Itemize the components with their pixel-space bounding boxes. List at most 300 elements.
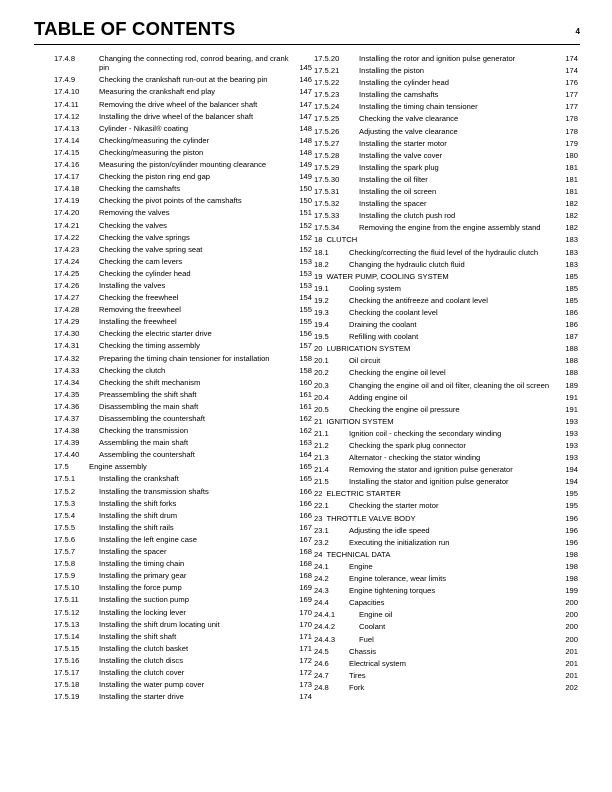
toc-entry[interactable] (54, 450, 312, 459)
toc-entry-title: Installing the valve cover (359, 150, 443, 160)
toc-entry-page: 185 (565, 271, 578, 281)
toc-entry[interactable] (314, 127, 578, 136)
toc-entry-number: 17.5.5 (54, 522, 76, 532)
toc-entry[interactable] (54, 668, 312, 677)
toc-entry-number: 17.4.17 (54, 172, 80, 182)
toc-entry-number: 17.5.14 (54, 631, 80, 641)
toc-entry-title: Checking the cam levers (99, 256, 183, 266)
toc-entry[interactable] (314, 272, 578, 281)
toc-entry[interactable] (54, 656, 312, 665)
toc-entry-title: Installing the cylinder head (359, 78, 449, 88)
toc-entry-title: Checking the cylinder head (99, 268, 191, 278)
toc-entry[interactable] (314, 489, 578, 498)
toc-entry-page: 169 (299, 595, 312, 605)
toc-entry[interactable] (54, 196, 312, 205)
toc-entry[interactable] (314, 526, 578, 535)
toc-entry-page: 179 (565, 138, 578, 148)
toc-entry-title: Preparing the timing chain tensioner for installation (99, 353, 270, 363)
toc-entry[interactable] (54, 54, 312, 73)
toc-entry[interactable] (54, 523, 312, 532)
toc-column-left (54, 54, 312, 704)
toc-entry-title: TECHNICAL DATA (326, 549, 391, 559)
toc-entry-page: 150 (299, 196, 312, 206)
toc-entry-page: 199 (565, 586, 578, 596)
toc-entry-page: 174 (565, 54, 578, 63)
toc-entry[interactable] (314, 248, 578, 257)
toc-entry-number: 19.3 (314, 307, 329, 317)
toc-entry[interactable] (54, 559, 312, 568)
toc-entry-title: Removing the drive wheel of the balancer shaft (99, 99, 258, 109)
toc-entry-title: Installing the spark plug (359, 162, 439, 172)
toc-entry[interactable] (54, 269, 312, 278)
toc-entry-title: IGNITION SYSTEM (326, 416, 394, 426)
toc-entry-title: Installing the clutch push rod (359, 211, 456, 221)
toc-entry-page: 193 (565, 428, 578, 438)
toc-entry-page: 170 (299, 619, 312, 629)
toc-entry-page: 182 (565, 199, 578, 209)
toc-entry[interactable] (314, 610, 578, 619)
toc-entry[interactable] (54, 124, 312, 133)
toc-entry-number: 20.1 (314, 356, 329, 366)
toc-entry-title: Tires (349, 670, 366, 680)
toc-entry-page: 181 (565, 187, 578, 197)
toc-entry[interactable] (314, 647, 578, 656)
toc-entry-page: 193 (565, 441, 578, 450)
toc-entry-page: 148 (299, 135, 312, 145)
toc-entry[interactable] (54, 354, 312, 363)
toc-entry-number: 17.5 (54, 462, 69, 472)
toc-entry-page: 155 (299, 305, 312, 315)
toc-entry-number: 19.1 (314, 283, 329, 293)
toc-entry[interactable] (314, 187, 578, 196)
toc-entry-number: 17.5.32 (314, 199, 340, 209)
toc-entry-page: 189 (565, 380, 578, 390)
toc-entry[interactable] (314, 622, 578, 631)
toc-entry-title: Engine tightening torques (349, 586, 436, 596)
toc-entry[interactable] (314, 417, 578, 426)
toc-column-right (314, 54, 578, 695)
toc-entry-title: Installing the water pump cover (99, 680, 205, 690)
toc-entry-number: 20.3 (314, 380, 329, 390)
toc-entry-title: Checking the electric starter drive (99, 329, 212, 339)
toc-entry-number: 17.4.40 (54, 450, 80, 460)
toc-entry-title: Adjusting the valve clearance (359, 126, 458, 136)
toc-entry[interactable] (314, 139, 578, 148)
toc-entry-title: Installing the freewheel (99, 317, 177, 327)
toc-entry[interactable] (314, 453, 578, 462)
toc-entry-title: Engine (349, 561, 373, 571)
toc-entry-title: Removing the valves (99, 208, 170, 218)
toc-entry-number: 17.4.10 (54, 87, 80, 97)
toc-entry-page: 201 (565, 670, 578, 680)
toc-entry-number: 20 (314, 344, 323, 354)
toc-entry[interactable] (314, 199, 578, 208)
toc-entry-number: 17.5.21 (314, 66, 340, 76)
toc-entry-title: Checking the valves (99, 220, 167, 230)
toc-entry-number: 17.4.9 (54, 75, 76, 85)
toc-entry-title: Installing the transmission shafts (99, 486, 209, 496)
toc-entry-page: 148 (299, 123, 312, 133)
toc-entry-number: 23.1 (314, 525, 329, 535)
toc-entry[interactable] (314, 308, 578, 317)
toc-entry-page: 154 (299, 293, 312, 303)
toc-entry[interactable] (314, 501, 578, 510)
toc-entry[interactable] (314, 574, 578, 583)
toc-entry[interactable] (54, 100, 312, 109)
toc-entry-number: 17.5.34 (314, 223, 340, 233)
toc-entry-page: 181 (565, 162, 578, 172)
toc-entry-title: Assembling the countershaft (99, 450, 195, 460)
toc-entry[interactable] (54, 535, 312, 544)
toc-entry-number: 17.5.22 (314, 78, 340, 88)
toc-entry-title: Ignition coil - checking the secondary winding (349, 428, 502, 438)
toc-entry-title: Installing the clutch cover (99, 667, 185, 677)
toc-entry-title: Measuring the piston/cylinder mounting clearance (99, 160, 267, 170)
toc-entry-title: Installing the shift drum (99, 510, 178, 520)
toc-entry[interactable] (314, 477, 578, 486)
toc-entry-title: Installing the clutch discs (99, 655, 183, 665)
toc-entry[interactable] (54, 583, 312, 592)
toc-entry[interactable] (54, 184, 312, 193)
toc-entry[interactable] (54, 474, 312, 483)
toc-entry[interactable] (54, 257, 312, 266)
toc-entry-title: Installing the primary gear (99, 571, 187, 581)
toc-entry[interactable] (54, 208, 312, 217)
toc-entry-page: 168 (299, 559, 312, 569)
toc-entry-page: 187 (565, 332, 578, 342)
toc-entry[interactable] (314, 393, 578, 402)
toc-entry[interactable] (54, 341, 312, 350)
toc-entry[interactable] (54, 692, 312, 701)
toc-entry-number: 24.5 (314, 646, 329, 656)
toc-entry-title: Cylinder - Nikasil® coating (99, 123, 189, 133)
toc-entry-page: 157 (299, 341, 312, 351)
toc-entry-number: 17.5.1 (54, 474, 76, 484)
toc-entry[interactable] (54, 366, 312, 375)
toc-entry[interactable] (314, 211, 578, 220)
toc-entry[interactable] (54, 293, 312, 302)
toc-entry[interactable] (54, 112, 312, 121)
toc-entry-number: 24 (314, 549, 323, 559)
toc-entry[interactable] (54, 547, 312, 556)
toc-entry[interactable] (54, 402, 312, 411)
toc-entry[interactable] (54, 221, 312, 230)
toc-entry[interactable] (314, 163, 578, 172)
toc-entry-page: 188 (565, 368, 578, 378)
toc-entry-page: 200 (565, 634, 578, 644)
toc-entry-number: 24.3 (314, 586, 329, 596)
toc-entry-page: 166 (299, 486, 312, 496)
toc-entry[interactable] (54, 233, 312, 242)
toc-entry[interactable] (314, 671, 578, 680)
toc-entry-title: Changing the connecting rod, conrod bearing, and crank pin (99, 54, 289, 73)
toc-entry-page: 196 (565, 525, 578, 535)
toc-entry-page: 149 (299, 172, 312, 182)
toc-entry[interactable] (314, 296, 578, 305)
toc-entry[interactable] (314, 550, 578, 559)
toc-entry-title: Electrical system (349, 658, 406, 668)
toc-entry[interactable] (314, 368, 578, 377)
toc-entry-title: Refilling with coolant (349, 332, 419, 342)
toc-entry-page: 198 (565, 549, 578, 559)
toc-entry-number: 17.5.10 (54, 583, 80, 593)
toc-entry[interactable] (54, 87, 312, 96)
toc-entry[interactable] (54, 426, 312, 435)
toc-entry[interactable] (314, 66, 578, 75)
toc-entry[interactable] (314, 562, 578, 571)
toc-entry-title: Chassis (349, 646, 377, 656)
toc-entry-title: Removing the stator and ignition pulse generator (349, 465, 513, 475)
toc-entry[interactable] (314, 586, 578, 595)
toc-entry-title: Installing the starter drive (99, 692, 184, 702)
toc-entry-number: 21.1 (314, 428, 329, 438)
toc-entry-title: CLUTCH (326, 235, 358, 245)
toc-entry[interactable] (54, 499, 312, 508)
toc-entry[interactable] (54, 511, 312, 520)
toc-entry-page: 170 (299, 607, 312, 617)
toc-entry-number: 17.5.29 (314, 162, 340, 172)
toc-entry[interactable] (314, 683, 578, 692)
toc-entry[interactable] (54, 487, 312, 496)
toc-entry-number: 17.5.31 (314, 187, 340, 197)
page-number: 4 (575, 27, 580, 36)
toc-entry-number: 17.5.27 (314, 138, 340, 148)
toc-entry-number: 17.5.13 (54, 619, 80, 629)
toc-entry[interactable] (54, 172, 312, 181)
toc-entry-number: 21.2 (314, 441, 329, 450)
toc-entry-page: 191 (565, 392, 578, 402)
toc-entry-page: 163 (299, 438, 312, 448)
toc-entry-title: Preassembling the shift shaft (99, 389, 197, 399)
toc-entry-title: Engine tolerance, wear limits (349, 574, 447, 584)
toc-entry[interactable] (314, 514, 578, 523)
toc-entry[interactable] (54, 317, 312, 326)
toc-entry-number: 17.4.28 (54, 305, 80, 315)
toc-entry-page: 177 (565, 102, 578, 112)
toc-entry-number: 23.2 (314, 537, 329, 547)
toc-entry[interactable] (314, 635, 578, 644)
toc-entry[interactable] (54, 136, 312, 145)
toc-entry-title: Checking the timing assembly (99, 341, 200, 351)
toc-entry-page: 164 (299, 450, 312, 460)
toc-entry-number: 17.4.16 (54, 160, 80, 170)
toc-entry[interactable] (54, 329, 312, 338)
toc-entry-page: 185 (565, 295, 578, 305)
toc-entry-number: 17.5.15 (54, 643, 80, 653)
toc-entry[interactable] (314, 405, 578, 414)
toc-entry-number: 17.4.30 (54, 329, 80, 339)
toc-entry[interactable] (54, 378, 312, 387)
toc-entry-number: 17.4.37 (54, 414, 80, 424)
toc-entry-number: 17.5.7 (54, 547, 76, 557)
toc-entry[interactable] (314, 284, 578, 293)
toc-entry[interactable] (314, 344, 578, 353)
toc-entry-page: 167 (299, 522, 312, 532)
toc-entry-title: Removing the freewheel (99, 305, 181, 315)
toc-entry[interactable] (314, 151, 578, 160)
toc-entry-title: Engine oil (359, 610, 393, 620)
toc-entry-number: 20.4 (314, 392, 329, 402)
toc-entry-title: Installing the shift shaft (99, 631, 177, 641)
toc-entry-title: Installing the rotor and ignition pulse generator (359, 54, 516, 63)
toc-entry[interactable] (314, 381, 578, 390)
toc-entry[interactable] (314, 102, 578, 111)
toc-entry-page: 191 (565, 404, 578, 414)
toc-entry[interactable] (314, 659, 578, 668)
toc-entry[interactable] (314, 54, 578, 63)
toc-entry-page: 155 (299, 317, 312, 327)
toc-entry-number: 17.4.35 (54, 389, 80, 399)
toc-entry[interactable] (54, 462, 312, 471)
toc-entry[interactable] (314, 223, 578, 232)
toc-entry-page: 153 (299, 268, 312, 278)
toc-entry[interactable] (54, 390, 312, 399)
toc-entry-page: 158 (299, 353, 312, 363)
toc-entry-number: 17.5.33 (314, 211, 340, 221)
toc-entry-number: 17.5.9 (54, 571, 76, 581)
toc-entry-page: 182 (565, 211, 578, 221)
toc-entry[interactable] (54, 148, 312, 157)
toc-entry[interactable] (314, 598, 578, 607)
toc-entry[interactable] (54, 644, 312, 653)
toc-entry-number: 17.4.33 (54, 365, 80, 375)
toc-entry-number: 17.5.18 (54, 680, 80, 690)
toc-entry[interactable] (314, 320, 578, 329)
toc-entry-page: 200 (565, 610, 578, 620)
toc-entry[interactable] (54, 75, 312, 84)
toc-entry[interactable] (314, 235, 578, 244)
toc-entry-title: THROTTLE VALVE BODY (326, 513, 416, 523)
toc-entry-number: 17.5.24 (314, 102, 340, 112)
toc-entry[interactable] (314, 260, 578, 269)
toc-entry-page: 162 (299, 426, 312, 436)
toc-entry-page: 156 (299, 329, 312, 339)
toc-entry-page: 200 (565, 598, 578, 608)
toc-entry-title: Checking/measuring the piston (99, 147, 204, 157)
toc-entry[interactable] (314, 429, 578, 438)
toc-entry-number: 24.8 (314, 682, 329, 692)
toc-entry[interactable] (314, 465, 578, 474)
toc-entry[interactable] (54, 595, 312, 604)
toc-entry-number: 17.4.22 (54, 232, 80, 242)
toc-entry[interactable] (54, 414, 312, 423)
toc-entry-title: Removing the engine from the engine assembly stand (359, 223, 541, 233)
toc-entry-page: 177 (565, 90, 578, 100)
toc-entry-page: 158 (299, 365, 312, 375)
toc-entry[interactable] (314, 441, 578, 450)
toc-entry-title: Installing the camshafts (359, 90, 439, 100)
toc-entry-number: 22 (314, 489, 323, 499)
toc-entry-number: 24.2 (314, 574, 329, 584)
toc-entry-title: Adjusting the idle speed (349, 525, 430, 535)
toc-entry-number: 17.4.12 (54, 111, 80, 121)
toc-entry[interactable] (54, 160, 312, 169)
toc-entry-page: 196 (565, 537, 578, 547)
toc-entry-number: 19.4 (314, 320, 329, 330)
toc-entry-number: 24.4.1 (314, 610, 336, 620)
toc-entry-page: 193 (565, 453, 578, 463)
toc-entry-number: 17.5.30 (314, 174, 340, 184)
toc-entry-page: 153 (299, 256, 312, 266)
toc-entry-page: 182 (565, 223, 578, 233)
toc-entry-page: 153 (299, 280, 312, 290)
toc-entry-title: Fork (349, 682, 365, 692)
toc-entry[interactable] (314, 78, 578, 87)
toc-entry-number: 17.4.34 (54, 377, 80, 387)
toc-entry-number: 17.5.20 (314, 54, 340, 63)
toc-entry-title: Installing the piston (359, 66, 425, 76)
toc-entry-title: Checking the camshafts (99, 184, 181, 194)
toc-entry-title: Installing the clutch basket (99, 643, 189, 653)
toc-entry-number: 17.5.4 (54, 510, 76, 520)
toc-entry[interactable] (54, 571, 312, 580)
toc-entry[interactable] (314, 332, 578, 341)
toc-entry[interactable] (314, 356, 578, 365)
toc-entry-number: 19.2 (314, 295, 329, 305)
toc-entry[interactable] (54, 245, 312, 254)
toc-entry-page: 183 (565, 247, 578, 257)
toc-entry-page: 148 (299, 147, 312, 157)
toc-entry[interactable] (314, 114, 578, 123)
toc-entry-title: Installing the oil filter (359, 174, 428, 184)
toc-entry[interactable] (54, 680, 312, 689)
toc-entry-title: Engine assembly (89, 462, 147, 472)
toc-entry-number: 17.5.25 (314, 114, 340, 124)
toc-entry-page: 168 (299, 571, 312, 581)
toc-entry[interactable] (54, 305, 312, 314)
toc-entry[interactable] (54, 281, 312, 290)
toc-entry-title: Checking the spark plug connector (349, 441, 466, 450)
toc-entry-page: 195 (565, 501, 578, 511)
toc-entry-page: 188 (565, 356, 578, 366)
toc-entry-page: 196 (565, 513, 578, 523)
toc-entry-number: 20.5 (314, 404, 329, 414)
toc-entry[interactable] (314, 175, 578, 184)
toc-entry-number: 17.4.32 (54, 353, 80, 363)
toc-entry[interactable] (54, 632, 312, 641)
toc-entry[interactable] (54, 438, 312, 447)
toc-entry-title: Installing the shift rails (99, 522, 174, 532)
toc-entry-title: Installing the valves (99, 280, 166, 290)
toc-entry-page: 167 (299, 534, 312, 544)
toc-entry-page: 172 (299, 667, 312, 677)
toc-entry-page: 160 (299, 377, 312, 387)
toc-entry-number: 17.5.12 (54, 607, 80, 617)
toc-entry[interactable] (314, 538, 578, 547)
toc-entry-page: 174 (565, 66, 578, 76)
toc-entry[interactable] (54, 620, 312, 629)
toc-entry-page: 198 (565, 561, 578, 571)
toc-entry[interactable] (54, 608, 312, 617)
toc-entry-page: 174 (299, 692, 312, 702)
toc-entry-page: 186 (565, 320, 578, 330)
toc-entry-number: 19 (314, 271, 323, 281)
toc-entry-page: 152 (299, 220, 312, 230)
toc-entry-page: 161 (299, 401, 312, 411)
toc-entry-page: 173 (299, 680, 312, 690)
toc-entry-page: 180 (565, 150, 578, 160)
toc-entry-number: 17.4.8 (54, 54, 76, 63)
toc-entry-page: 201 (565, 646, 578, 656)
toc-entry-title: Alternator - checking the stator winding (349, 453, 481, 463)
toc-entry[interactable] (314, 90, 578, 99)
toc-entry-title: Checking the transmission (99, 426, 189, 436)
toc-entry-number: 17.5.3 (54, 498, 76, 508)
toc-entry-title: Checking the engine oil pressure (349, 404, 460, 414)
toc-entry-page: 169 (299, 583, 312, 593)
toc-entry-title: Installing the spacer (99, 547, 167, 557)
toc-entry-title: Checking the antifreeze and coolant level (349, 295, 488, 305)
